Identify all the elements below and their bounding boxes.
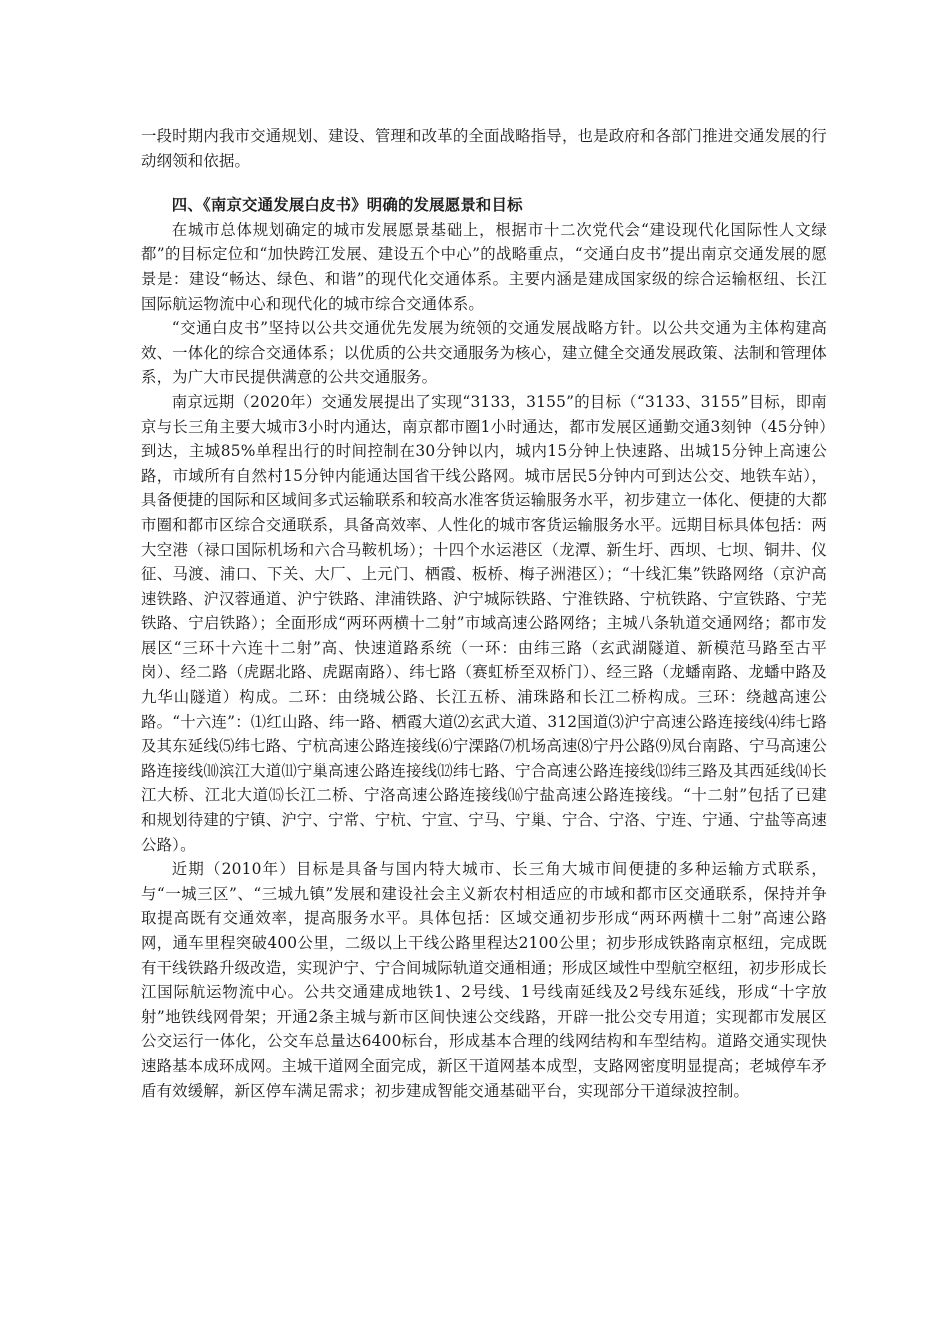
lead-paragraph: 一段时期内我市交通规划、建设、管理和改革的全面战略指导，也是政府和各部门推进交通发展的行动纲领和依据。 (141, 127, 827, 170)
section-heading: 四、《南京交通发展白皮书》明确的发展愿景和目标 (171, 196, 523, 215)
paragraph-strategy: “交通白皮书”坚持以公共交通优先发展为统领的交通发展战略方针。以公共交通为主体构建高效、一体化的综合交通体系；以优质的公共交通服务为核心，建立健全交通发展政策、法制和管理体系，为广大市民提供满意的公共交通服务。 (141, 319, 827, 387)
paragraph-vision: 在城市总体规划确定的城市发展愿景基础上，根据市十二次党代会“建设现代化国际性人文绿都”的目标定位和“加快跨江发展、建设五个中心”的战略重点，“交通白皮书”提出南京交通发展的愿景是：建设“畅达、绿色、和谐”的现代化交通体系。主要内涵是建成国家级的综合运输枢纽、长江国际航运物流中心和现代化的城市综合交通体系。 (141, 220, 827, 313)
paragraph-near-term-goals: 近期（2010年）目标是具备与国内特大城市、长三角大城市间便捷的多种运输方式联系，与“一城三区”、“三城九镇”发展和建设社会主义新农村相适应的市域和都市区交通联系，保持并争取提高既有交通效率，提高服务水平。具体包括：区域交通初步形成“两环两横十二射”高速公路网，通车里程突破400公里，二级以上干线公路里程达2100公里；初步形成铁路南京枢纽，完成既有干线铁路升级改造，实现沪宁、宁合间城际轨道交通相通；形成区域性中型航空枢纽，初步形成长江国际航运物流中心。公共交通建成地铁1、2号线、1号线南延线及2号线东延线，形成“十字放射”地铁线网骨架；开通2条主城与新市区间快速公交线路，开辟一批公交专用道；实现都市发展区公交运行一体化，公交车总量达6400标台，形成基本合理的线网结构和车型结构。道路交通实现快速路基本成环成网。主城干道网全面完成，新区干道网基本成型，支路网密度明显提高；老城停车矛盾有效缓解，新区停车满足需求；初步建成智能交通基础平台，实现部分干道绿波控制。 (141, 860, 827, 1100)
document-page (141, 124, 827, 1103)
paragraph-long-term-goals: 南京远期（2020年）交通发展提出了实现“3133，3155”的目标（“3133、3155”目标，即南京与长三角主要大城市3小时内通达，南京都市圈1小时通达，都市发展区通勤交通3刻钟（45分钟）到达，主城85%单程出行的时间控制在30分钟以内，城内15分钟上快速路、出城15分钟上高速公路，市域所有自然村15分钟内能通达国省干线公路网。城市居民5分钟内可到达公交、地铁车站），具备便捷的国际和区域间多式运输联系和较高水准客货运输服务水平，初步建立一体化、便捷的大都市圈和都市区综合交通联系，具备高效率、人性化的城市客货运输服务水平。远期目标具体包括：两大空港（禄口国际机场和六合马鞍机场）；十四个水运港区（龙潭、新生圩、西坝、七坝、铜井、仪征、马渡、浦口、下关、大厂、上元门、栖霞、板桥、梅子洲港区）；“十线汇集”铁路网络（京沪高速铁路、沪汉蓉通道、沪宁铁路、津浦铁路、沪宁城际铁路、宁淮铁路、宁杭铁路、宁宣铁路、宁芜铁路、宁启铁路）；全面形成“两环两横十二射”市域高速公路网络；主城八条轨道交通网络；都市发展区“三环十六连十二射”高、快速道路系统（一环：由纬三路（玄武湖隧道、新模范马路至古平岗）、经二路（虎踞北路、虎踞南路）、纬七路（赛虹桥至双桥门）、经三路（龙蟠南路、龙蟠中路及九华山隧道）构成。二环：由绕城公路、长江五桥、浦珠路和长江二桥构成。三环：绕越高速公路。“十六连”：⑴红山路、纬一路、栖霞大道⑵玄武大道、312国道⑶沪宁高速公路连接线⑷纬七路及其东延线⑸纬七路、宁杭高速公路连接线⑹宁溧路⑺机场高速⑻宁丹公路⑼凤台南路、宁马高速公路连接线⑽滨江大道⑾宁巢高速公路连接线⑿纬七路、宁合高速公路连接线⒀纬三路及其西延线⒁长江大桥、江北大道⒂长江二桥、宁洛高速公路连接线⒃宁盐高速公路连接线。“十二射”包括了已建和规划待建的宁镇、沪宁、宁常、宁杭、宁宣、宁马、宁巢、宁合、宁洛、宁连、宁通、宁盐等高速公路）。 (141, 392, 827, 854)
